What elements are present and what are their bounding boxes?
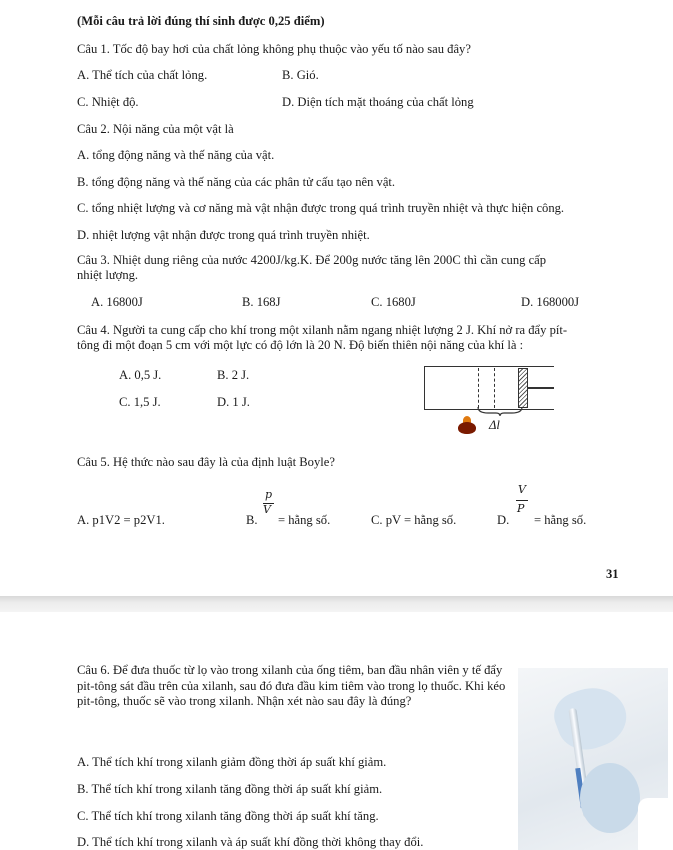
delta-l-label: Δl: [489, 418, 500, 432]
question-5-option-d-denominator: P: [517, 502, 525, 515]
question-5-option-d-numerator: V: [518, 483, 526, 496]
question-5-option-c: C. pV = hằng số.: [371, 513, 457, 527]
piston-rod: [528, 387, 554, 389]
question-6-option-b: B. Thể tích khí trong xilanh tăng đồng thời áp suất khí giảm.: [77, 782, 383, 796]
question-3-stem: Câu 3. Nhiệt dung riêng của nước 4200J/kg.K. Để 200g nước tăng lên 200C thì cần cung cấp: [77, 253, 547, 267]
syringe-photo: [518, 668, 668, 850]
glove-hand-icon: [548, 678, 634, 758]
page-number: 31: [606, 567, 619, 581]
question-3-stem-cont: nhiệt lượng.: [77, 268, 139, 282]
fraction-bar: [516, 500, 528, 501]
lab-coat: [638, 798, 668, 850]
question-6-stem: Câu 6. Để đưa thuốc từ lọ vào trong xilanh của ống tiêm, ban đầu nhân viên y tế đẩy pit-tông sát đầu trên của xilanh, sau đó đưa đầu kim tiêm vào trong lọ thuốc. Khi kéo pit-tông, thuốc sẽ vào trong xilanh. Nhận xét nào sau đây là đúng?: [77, 663, 506, 708]
question-5-option-b-label: B.: [246, 513, 258, 527]
brace-icon: [476, 405, 524, 417]
question-3-option-d: D. 168000J: [521, 295, 580, 309]
question-4-option-d: D. 1 J.: [217, 395, 250, 409]
question-1-option-d: D. Diện tích mặt thoáng của chất lỏng: [282, 95, 474, 109]
question-6-option-c: C. Thể tích khí trong xilanh tăng đồng thời áp suất khí tăng.: [77, 809, 379, 823]
question-3-option-b: B. 168J: [242, 295, 281, 309]
question-6-option-a: A. Thể tích khí trong xilanh giảm đồng thời áp suất khí giảm.: [77, 755, 387, 769]
question-4-option-a: A. 0,5 J.: [119, 368, 162, 382]
question-1-option-c: C. Nhiệt độ.: [77, 95, 139, 109]
question-1-option-b: B. Gió.: [282, 68, 319, 82]
question-2-option-c: C. tổng nhiệt lượng và cơ năng mà vật nhận được trong quá trình truyền nhiệt và thực hiện công.: [77, 201, 565, 215]
question-5-stem: Câu 5. Hệ thức nào sau đây là của định luật Boyle?: [77, 455, 335, 469]
piston: [518, 368, 528, 408]
question-4-option-b: B. 2 J.: [217, 368, 250, 382]
question-4-stem: Câu 4. Người ta cung cấp cho khí trong một xilanh nằm ngang nhiệt lượng 2 J. Khí nở ra đẩy pít-: [77, 323, 568, 337]
question-2-option-a: A. tổng động năng và thế năng của vật.: [77, 148, 275, 162]
section-header: (Mỗi câu trả lời đúng thí sinh được 0,25 điểm): [77, 14, 325, 28]
question-5-option-a: A. p1V2 = p2V1.: [77, 513, 165, 527]
question-5-option-b-denominator: V: [263, 503, 271, 516]
question-5-option-b-numerator: p: [265, 488, 273, 501]
alcohol-lamp-icon: [458, 422, 476, 434]
glove-hand-icon: [580, 763, 640, 833]
displacement-line: [494, 368, 495, 408]
question-4-stem-cont: tông đi một đoạn 5 cm với một lực có độ lớn là 20 N. Độ biến thiên nội năng của khí là :: [77, 338, 524, 352]
question-5-option-b-text: = hằng số.: [278, 513, 331, 527]
question-4-option-c: C. 1,5 J.: [119, 395, 161, 409]
question-3-option-a: A. 16800J: [91, 295, 143, 309]
question-5-option-d-text: = hằng số.: [534, 513, 587, 527]
question-2-option-d: D. nhiệt lượng vật nhận được trong quá trình truyền nhiệt.: [77, 228, 370, 242]
question-2-option-b: B. tổng động năng và thế năng của các phân tử cấu tạo nên vật.: [77, 175, 396, 189]
question-3-option-c: C. 1680J: [371, 295, 416, 309]
question-1-stem: Câu 1. Tốc độ bay hơi của chất lỏng không phụ thuộc vào yếu tố nào sau đây?: [77, 42, 471, 56]
page-gap: [0, 596, 673, 612]
question-2-stem: Câu 2. Nội năng của một vật là: [77, 122, 234, 136]
question-1-option-a: A. Thể tích của chất lỏng.: [77, 68, 208, 82]
initial-piston-line: [478, 368, 479, 408]
question-6-option-d: D. Thể tích khí trong xilanh và áp suất khí đồng thời không thay đổi.: [77, 835, 424, 849]
question-5-option-d-label: D.: [497, 513, 510, 527]
